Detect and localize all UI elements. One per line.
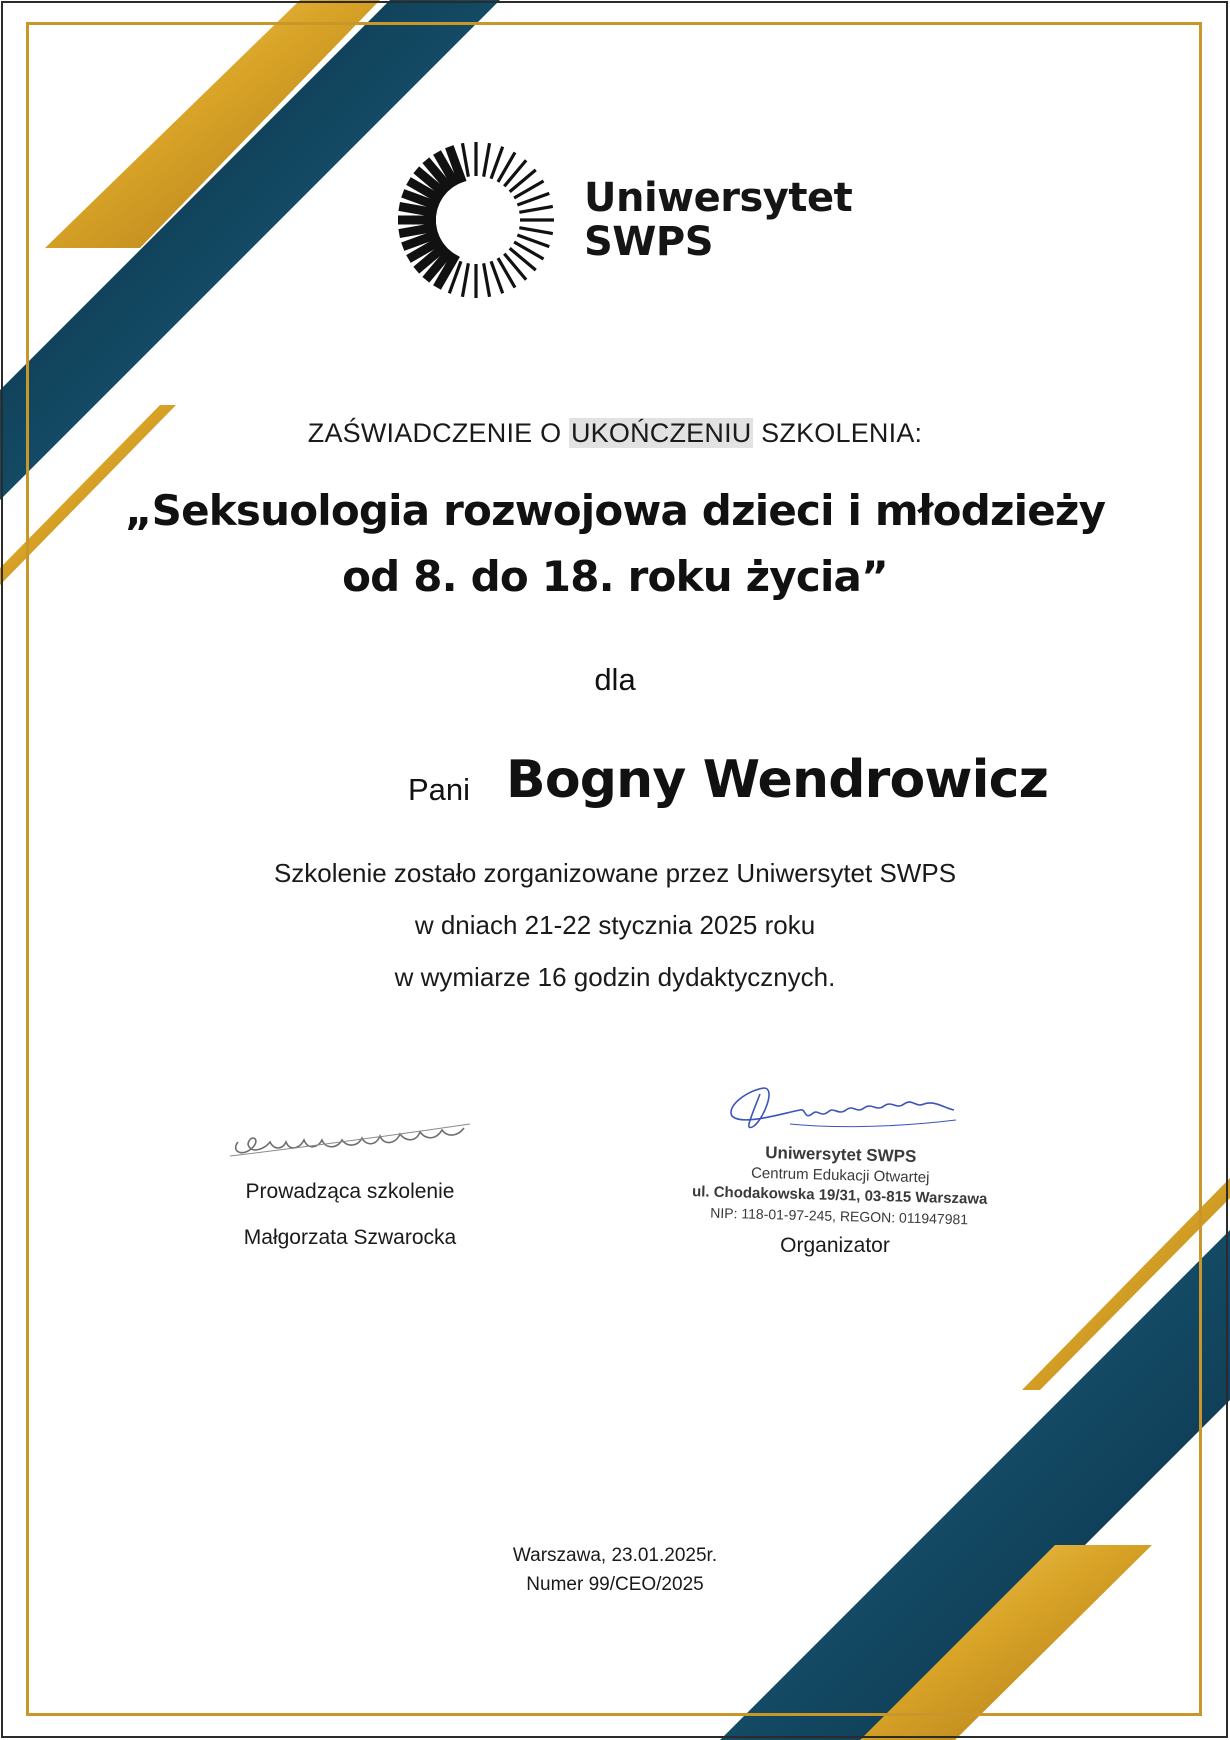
recipient-name: Bogny Wendrowicz — [506, 750, 1049, 810]
certificate-heading — [100, 418, 1130, 449]
logo-ray — [462, 143, 468, 176]
stamp-line-3: ul. Chodakowska 19/31, 03-815 Warszawa — [691, 1183, 988, 1208]
stamp-line-2: Centrum Edukacji Otwartej — [750, 1164, 930, 1187]
logo-ray — [519, 228, 552, 234]
certificate-number: Numer 99/CEO/2025 — [526, 1574, 704, 1595]
logo-ray — [462, 263, 468, 296]
for-word: dla — [594, 662, 636, 697]
logo-line-2: SWPS — [584, 219, 714, 265]
swps-sunburst-icon — [396, 140, 556, 300]
body-line-2: w dniach 21-22 stycznia 2025 roku — [414, 910, 816, 940]
organizer-signature — [720, 1080, 960, 1140]
course-title — [100, 478, 1130, 610]
logo-ray — [484, 263, 490, 296]
instructor-signature — [220, 1100, 480, 1170]
recipient-salutation: Pani — [408, 772, 471, 807]
course-title-line-1: „Seksuologia rozwojowa dzieci i młodzieży — [124, 486, 1106, 535]
logo-wordmark — [584, 176, 852, 264]
recipient — [100, 750, 1130, 820]
logo-line-1: Uniwersytet — [584, 175, 853, 221]
stamp-line-1: Uniwersytet SWPS — [764, 1143, 917, 1166]
heading-pre: ZAŚWIADCZENIE O — [307, 418, 569, 448]
body-line-1: Szkolenie zostało zorganizowane przez Uniwersytet SWPS — [273, 858, 957, 888]
logo-ray — [484, 143, 490, 176]
heading-highlight: UKOŃCZENIU — [570, 418, 752, 448]
instructor-name: Małgorzata Szwarocka — [243, 1226, 457, 1249]
body-line-3: w wymiarze 16 godzin dydaktycznych. — [394, 962, 836, 992]
stamp-line-4: NIP: 118-01-97-245, REGON: 011947981 — [710, 1204, 969, 1228]
instructor-role: Prowadząca szkolenie — [245, 1180, 455, 1203]
organizer-stamp — [689, 1140, 991, 1230]
place-and-date: Warszawa, 23.01.2025r. — [512, 1545, 718, 1566]
university-logo — [396, 140, 853, 300]
logo-ray — [519, 206, 552, 212]
heading-post: SZKOLENIA: — [753, 418, 923, 448]
course-title-line-2: od 8. do 18. roku życia” — [342, 552, 888, 601]
organizer-role: Organizator — [780, 1234, 890, 1257]
